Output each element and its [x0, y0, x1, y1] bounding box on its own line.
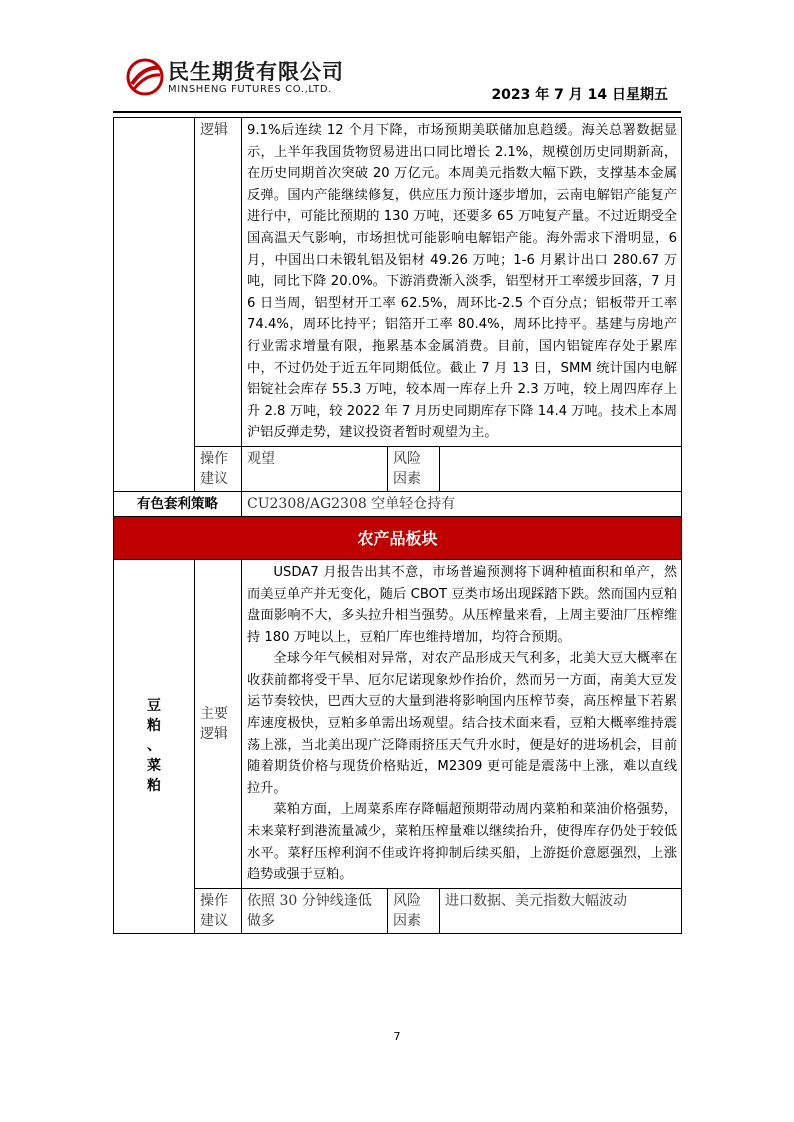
aluminum-operation-row	[114, 446, 682, 491]
soy-logic-row	[114, 559, 682, 888]
section-band-row	[114, 516, 682, 559]
report-date: 2023 年 7 月 14 日星期五	[491, 87, 668, 103]
product-name-cell	[114, 559, 195, 933]
header-divider	[113, 111, 681, 113]
soy-logic-text	[242, 559, 682, 888]
arbitrage-label: 有色套利策略	[114, 491, 242, 516]
soy-risk-value: 进口数据、美元指数大幅波动	[440, 888, 682, 933]
company-logo	[126, 56, 366, 102]
page-number: 7	[393, 1030, 401, 1043]
arbitrage-row	[114, 491, 682, 516]
section-title: 农产品板块	[114, 516, 682, 559]
strategy-table	[113, 117, 682, 934]
risk-label: 风险因素	[388, 446, 440, 491]
soy-paragraph-2: 全球今年气候相对异常，对农产品形成天气利多，北美大豆大概率在收获前都将受干旱、厄尔尼诺现象炒作抬价，然而另一方面，南美大豆发运节奏较快，巴西大豆的大量到港将影响国内压榨节奏，高压榨量下若累库速度极快，豆粕多单需出场观望。结合技术面来看，豆粕大概率维持震荡上涨，当北美出现广泛降雨挤压天气升水时，便是好的进场机会，目前随着期货价格与现货价格贴近，M2309 更可能是震荡中上涨，难以直线拉升。	[247, 651, 678, 796]
arbitrage-value: CU2308/AG2308 空单轻仓持有	[242, 491, 682, 516]
soy-operation-label: 操作建议	[195, 888, 242, 933]
minsheng-logo-icon	[126, 58, 164, 96]
aluminum-name-cell	[114, 118, 195, 492]
operation-label: 操作建议	[195, 446, 242, 491]
soy-operation-value: 依照 30 分钟线逢低做多	[242, 888, 388, 933]
logic-label: 逻辑	[195, 118, 242, 447]
company-name-en: MINSHENG FUTURES CO.,LTD.	[168, 84, 332, 95]
soy-operation-row	[114, 888, 682, 933]
main-logic-label: 主要逻辑	[195, 559, 242, 888]
aluminum-logic-row	[114, 118, 682, 447]
product-name: 豆粕、菜粕	[147, 698, 161, 795]
aluminum-logic-text: 9.1%后连续 12 个月下降，市场预期美联储加息趋缓。海关总署数据显示，上半年我国货物贸易进出口同比增长 2.1%，规模创历史同期新高，在历史同期首次突破 20 万亿元。本周美元指数大幅下跌，支撑基本金属反弹。国内产能继续修复，供应压力预计逐步增加，云南电解铝产能复产进行中，可能比预期的 130 万吨，还要多 65 万吨复产量。不过近期受全国高温天气影响，市场担忧可能影响电解铝产能。海外需求下滑明显，6 月，中国出口未锻轧铝及铝材 49.26 万吨；1-6 月累计出口 280.67 万吨，同比下降 20.0%。下游消费渐入淡季，铝型材开工率缓步回落，7 月 6 日当周，铝型材开工率 62.5%，周环比-2.5 个百分点；铝板带开工率 74.4%，周环比持平；铝箔开工率 80.4%，周环比持平。基建与房地产行业需求增量有限，拖累基本金属消费。目前，国内铝锭库存处于累库中，不过仍处于近五年同期低位。截止 7 月 13 日，SMM 统计国内电解铝锭社会库存 55.3 万吨，较本周一库存上升 2.3 万吨，较上周四库存上升 2.8 万吨，较 2022 年 7 月历史同期库存下降 14.4 万吨。技术上本周沪铝反弹走势，建议投资者暂时观望为主。	[242, 118, 682, 447]
operation-value: 观望	[242, 446, 388, 491]
soy-risk-label: 风险因素	[388, 888, 440, 933]
soy-paragraph-1: USDA7 月报告出其不意，市场普遍预测将下调种植面积和单产，然而美豆单产并无变化，随后 CBOT 豆类市场出现踩踏下跌。然而国内豆粕盘面影响不大，多头拉升相当强势。从压榨量来看，上周主要油厂压榨维持 180 万吨以上，豆粕厂库也维持增加，均符合预期。	[247, 564, 678, 645]
company-name-cn: 民生期货有限公司	[168, 60, 344, 84]
soy-paragraph-3: 菜粕方面，上周菜系库存降幅超预期带动周内菜粕和菜油价格强势，未来菜籽到港流量减少，菜粕压榨量难以继续抬升，使得库存仍处于较低水平。菜籽压榨利润不佳或许将抑制后续买船，上游挺价意愿强烈，上涨趋势或强于豆粕。	[247, 802, 678, 883]
risk-value	[440, 446, 682, 491]
